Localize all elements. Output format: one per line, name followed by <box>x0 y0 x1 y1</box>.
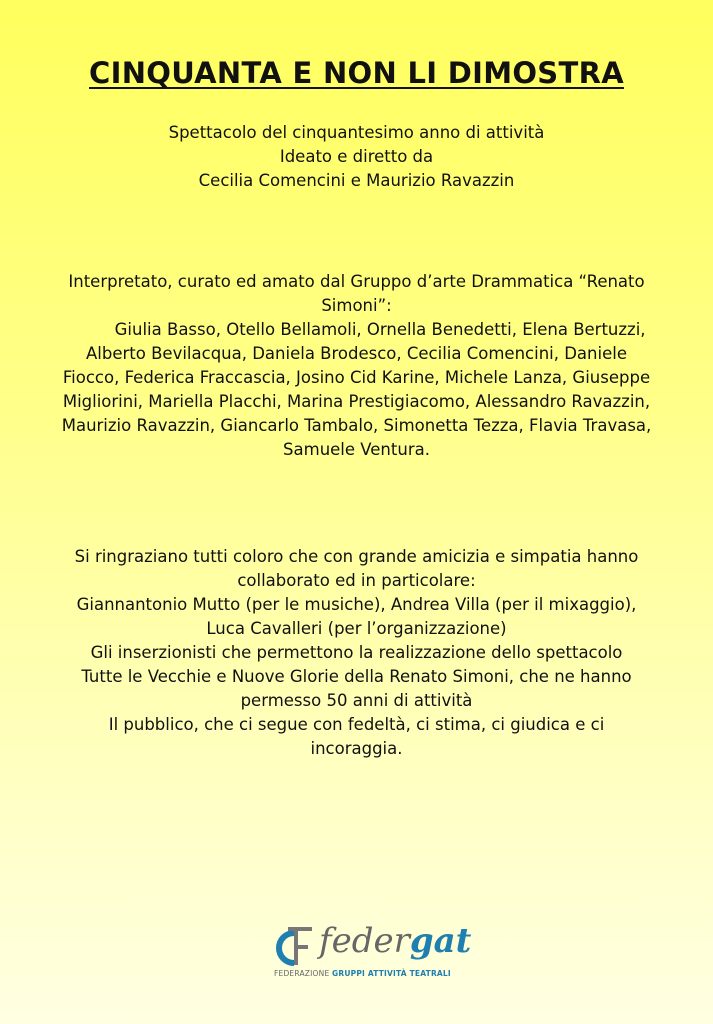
thanks-line: Gli inserzionisti che permettono la realizzazione dello spettacolo <box>90 643 623 662</box>
logo-wordmark <box>319 921 471 961</box>
thanks-line: permesso 50 anni di attività <box>240 691 473 710</box>
cast-line: Fiocco, Federica Fraccascia, Josino Cid Karine, Michele Lanza, Giuseppe <box>62 368 651 387</box>
thanks-line: Luca Cavalleri (per l’organizzazione) <box>206 619 507 638</box>
federgat-emblem-icon <box>272 925 320 969</box>
logo-word-a: feder <box>319 921 410 961</box>
thanks-block <box>0 545 713 761</box>
cast-line: Simoni”: <box>321 296 392 315</box>
thanks-line: Tutte le Vecchie e Nuove Glorie della Renato Simoni, che ne hanno <box>81 667 632 686</box>
logo-sub-a: FEDERAZIONE <box>274 969 332 978</box>
logo-subtitle <box>274 969 451 978</box>
logo-word-b: gat <box>409 921 472 961</box>
cast-line: Samuele Ventura. <box>283 440 430 459</box>
cast-line: Maurizio Ravazzin, Giancarlo Tambalo, Simonetta Tezza, Flavia Travasa, <box>61 416 652 435</box>
thanks-line: Il pubblico, che ci segue con fedeltà, ci stima, ci giudica e ci <box>108 715 605 734</box>
cast-line: Migliorini, Mariella Placchi, Marina Prestigiacomo, Alessandro Ravazzin, <box>62 392 651 411</box>
thanks-line: Giannantonio Mutto (per le musiche), Andrea Villa (per il mixaggio), <box>76 595 637 614</box>
intro-line: Ideato e diretto da <box>279 147 434 166</box>
intro-block <box>0 121 713 193</box>
thanks-line: Si ringraziano tutti coloro che con grande amicizia e simpatia hanno <box>74 547 639 566</box>
logo-sub-b: GRUPPI ATTIVITÀ TEATRALI <box>332 969 451 978</box>
intro-line: Cecilia Comencini e Maurizio Ravazzin <box>198 171 515 190</box>
cast-line: Giulia Basso, Otello Bellamoli, Ornella Benedetti, Elena Bertuzzi, <box>67 320 646 339</box>
intro-line: Spettacolo del cinquantesimo anno di attività <box>168 123 545 142</box>
page-title: CINQUANTA E NON LI DIMOSTRA <box>89 56 624 90</box>
cast-block <box>0 270 713 462</box>
cast-line: Interpretato, curato ed amato dal Gruppo d’arte Drammatica “Renato <box>68 272 645 291</box>
cast-line: Alberto Bevilacqua, Daniela Brodesco, Cecilia Comencini, Daniele <box>86 344 627 363</box>
thanks-line: incoraggia. <box>310 739 403 758</box>
thanks-line: collaborato ed in particolare: <box>237 571 476 590</box>
federgat-logo <box>272 921 472 985</box>
